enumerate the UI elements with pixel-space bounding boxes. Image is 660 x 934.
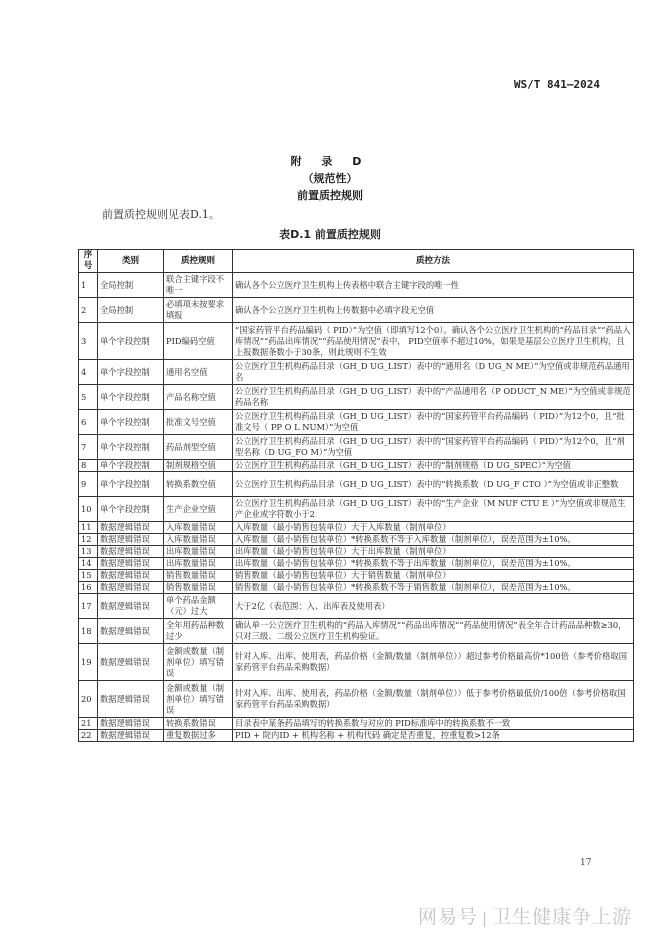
- row-number: 11: [79, 522, 98, 534]
- row-method: PID + 院内ID + 机构名称 + 机构代码 确定是否重复，控重复数>12条: [233, 730, 634, 742]
- column-header-method: 质控方法: [233, 250, 634, 273]
- column-header-rule: 质控规则: [164, 250, 233, 273]
- row-number: 6: [79, 410, 98, 435]
- row-method: 确认各个公立医疗卫生机构上传表格中联合主键字段的唯一性: [233, 273, 634, 298]
- row-rule: 入库数量错误: [164, 522, 233, 534]
- watermark-separator: |: [482, 909, 489, 927]
- row-number: 4: [79, 360, 98, 385]
- row-rule: 销售数量错误: [164, 582, 233, 594]
- row-method: 针对入库、出库、使用表，药品价格（金额/数量（制剂单位））超过参考价格最高价*100倍（参考价格取国家药管平台药品采购数据）: [233, 644, 634, 681]
- table-row: [79, 730, 634, 742]
- table-row: [79, 718, 634, 730]
- row-category: 单个字段控制: [98, 360, 164, 385]
- table-row: [79, 534, 634, 546]
- row-category: 数据逻辑错误: [98, 534, 164, 546]
- intro-text: 前置质控规则见表D.1。: [102, 208, 220, 221]
- row-category: 单个字段控制: [98, 460, 164, 472]
- row-category: 数据逻辑错误: [98, 594, 164, 619]
- row-rule: 金额或数量（制剂单位）填写错误: [164, 681, 233, 718]
- row-number: 16: [79, 582, 98, 594]
- appendix-heading: [0, 153, 660, 204]
- table-row: [79, 298, 634, 323]
- table-body: [79, 273, 634, 742]
- row-rule: 批准文号空值: [164, 410, 233, 435]
- row-method: 出库数量（最小销售包装单位）*转换系数不等于出库数量（制剂单位），误差范围为±10%。: [233, 558, 634, 570]
- row-number: 10: [79, 497, 98, 522]
- row-category: 单个字段控制: [98, 472, 164, 497]
- row-category: 数据逻辑错误: [98, 681, 164, 718]
- row-rule: 联合主键字段不唯一: [164, 273, 233, 298]
- appendix-nature: （规范性）: [302, 172, 358, 185]
- row-rule: PID编码空值: [164, 323, 233, 360]
- table-row: [79, 273, 634, 298]
- row-category: 数据逻辑错误: [98, 582, 164, 594]
- table-row: [79, 323, 634, 360]
- row-number: 12: [79, 534, 98, 546]
- row-category: 单个字段控制: [98, 323, 164, 360]
- table-row: [79, 644, 634, 681]
- row-method: “国家药管平台药品编码（ PID）”为空值（即填写12个0）。确认各个公立医疗卫生机构的“药品目录”“药品入库情况”“药品出库情况”“药品使用情况”表中， PID空值率不超过10%，如果是基层公立医疗卫生机构，且上报数据条数小于30条，则此规则不生效: [233, 323, 634, 360]
- row-number: 14: [79, 558, 98, 570]
- row-category: 数据逻辑错误: [98, 644, 164, 681]
- watermark: [418, 902, 632, 929]
- table-row: [79, 582, 634, 594]
- row-rule: 出库数量错误: [164, 546, 233, 558]
- row-rule: 转换系数空值: [164, 472, 233, 497]
- row-category: 数据逻辑错误: [98, 718, 164, 730]
- row-rule: 金额或数量（制剂单位）填写错误: [164, 644, 233, 681]
- row-category: 单个字段控制: [98, 497, 164, 522]
- table-row: [79, 558, 634, 570]
- row-method: 确认单一公立医疗卫生机构的“药品入库情况”“药品出库情况”“药品使用情况”表全年合计药品品种数≥30，只对三级、二级公立医疗卫生机构验证。: [233, 619, 634, 644]
- page-number: 17: [580, 858, 592, 868]
- row-number: 1: [79, 273, 98, 298]
- row-method: 公立医疗卫生机构药品目录（GH_D UG_LIST）表中的“国家药管平台药品编码（ PID）”为12个0，且“剂型名称（D UG_FO M）”为空值: [233, 435, 634, 460]
- row-category: 全局控制: [98, 298, 164, 323]
- standard-code: WS/T 841—2024: [513, 78, 600, 91]
- row-method: 入库数量（最小销售包装单位）*转换系数不等于入库数量（制剂单位），误差范围为±10%。: [233, 534, 634, 546]
- quality-control-rules-table: [78, 249, 634, 742]
- row-category: 单个字段控制: [98, 410, 164, 435]
- row-method: 公立医疗卫生机构药品目录（GH_D UG_LIST）表中的“制剂规格（D UG_SPEC）”为空值: [233, 460, 634, 472]
- row-number: 8: [79, 460, 98, 472]
- row-method: 公立医疗卫生机构药品目录（GH_D UG_LIST）表中的“产品通用名（P ODUCT_N ME）”为空值或非规范药品名称: [233, 385, 634, 410]
- watermark-account: 卫生健康争上游: [492, 906, 633, 928]
- row-method: 出库数量（最小销售包装单位）大于出库数量（制剂单位）: [233, 546, 634, 558]
- table-row: [79, 619, 634, 644]
- row-number: 7: [79, 435, 98, 460]
- row-number: 3: [79, 323, 98, 360]
- row-number: 18: [79, 619, 98, 644]
- row-number: 17: [79, 594, 98, 619]
- row-category: 数据逻辑错误: [98, 619, 164, 644]
- row-rule: 全年用药品种数过少: [164, 619, 233, 644]
- row-rule: 通用名空值: [164, 360, 233, 385]
- row-method: 销售数量（最小销售包装单位）*转换系数不等于销售数量（制剂单位），误差范围为±10%。: [233, 582, 634, 594]
- row-number: 19: [79, 644, 98, 681]
- table-row: [79, 385, 634, 410]
- row-rule: 制剂规格空值: [164, 460, 233, 472]
- table-row: [79, 435, 634, 460]
- row-method: 针对入库、出库、使用表，药品价格（金额/数量（制剂单位））低于参考价格最低价/100倍（参考价格取国家药管平台药品采购数据）: [233, 681, 634, 718]
- row-category: 数据逻辑错误: [98, 558, 164, 570]
- row-method: 公立医疗卫生机构药品目录（GH_D UG_LIST）表中的“国家药管平台药品编码（ PID）”为12个0，且“批准文号（ PP O L NUM）”为空值: [233, 410, 634, 435]
- row-number: 13: [79, 546, 98, 558]
- row-method: 公立医疗卫生机构药品目录（GH_D UG_LIST）表中的“转换系数（D UG_F CTO ）”为空值或非正整数: [233, 472, 634, 497]
- row-rule: 出库数量错误: [164, 558, 233, 570]
- table-row: [79, 546, 634, 558]
- row-rule: 转换系数错误: [164, 718, 233, 730]
- row-rule: 药品剂型空值: [164, 435, 233, 460]
- watermark-source: 网易号: [418, 906, 479, 928]
- row-number: 9: [79, 472, 98, 497]
- row-rule: 产品名称空值: [164, 385, 233, 410]
- row-method: 入库数量（最小销售包装单位）大于入库数量（制剂单位）: [233, 522, 634, 534]
- table-row: [79, 681, 634, 718]
- row-category: 单个字段控制: [98, 435, 164, 460]
- row-rule: 重复数据过多: [164, 730, 233, 742]
- row-rule: 销售数量错误: [164, 570, 233, 582]
- row-number: 22: [79, 730, 98, 742]
- row-method: 销售数量（最小销售包装单位）大于销售数量（制剂单位）: [233, 570, 634, 582]
- column-header-no: 序号: [79, 250, 98, 273]
- row-category: 数据逻辑错误: [98, 546, 164, 558]
- table-row: [79, 497, 634, 522]
- row-number: 21: [79, 718, 98, 730]
- row-rule: 必填项未按要求填报: [164, 298, 233, 323]
- row-method: 公立医疗卫生机构药品目录（GH_D UG_LIST）表中的“通用名（D UG_N ME）”为空值或非规范药品通用名: [233, 360, 634, 385]
- table-row: [79, 460, 634, 472]
- table-row: [79, 594, 634, 619]
- table-row: [79, 522, 634, 534]
- row-method: 公立医疗卫生机构药品目录（GH_D UG_LIST）表中的“生产企业（M NUF CTU E ）”为空值或非规范生产企业或字符数小于2: [233, 497, 634, 522]
- table-title: 表D.1 前置质控规则: [279, 228, 381, 241]
- row-number: 2: [79, 298, 98, 323]
- row-method: 目录表中某条药品填写的转换系数与对应的 PID标准库中的转换系数不一致: [233, 718, 634, 730]
- row-category: 全局控制: [98, 273, 164, 298]
- row-category: 数据逻辑错误: [98, 730, 164, 742]
- appendix-title: 前置质控规则: [297, 189, 363, 202]
- row-category: 数据逻辑错误: [98, 522, 164, 534]
- row-rule: 入库数量错误: [164, 534, 233, 546]
- row-method: 确认各个公立医疗卫生机构上传数据中必填字段无空值: [233, 298, 634, 323]
- row-rule: 单个药品金额（元）过大: [164, 594, 233, 619]
- row-number: 20: [79, 681, 98, 718]
- table-row: [79, 410, 634, 435]
- table-row: [79, 570, 634, 582]
- row-number: 5: [79, 385, 98, 410]
- table-row: [79, 472, 634, 497]
- row-category: 单个字段控制: [98, 385, 164, 410]
- table-header-row: [79, 250, 634, 273]
- appendix-label: 附 录 D: [290, 155, 370, 168]
- row-number: 15: [79, 570, 98, 582]
- row-rule: 生产企业空值: [164, 497, 233, 522]
- row-category: 数据逻辑错误: [98, 570, 164, 582]
- row-method: 大于2亿（表范围：入、出库表及使用表）: [233, 594, 634, 619]
- table-row: [79, 360, 634, 385]
- column-header-category: 类别: [98, 250, 164, 273]
